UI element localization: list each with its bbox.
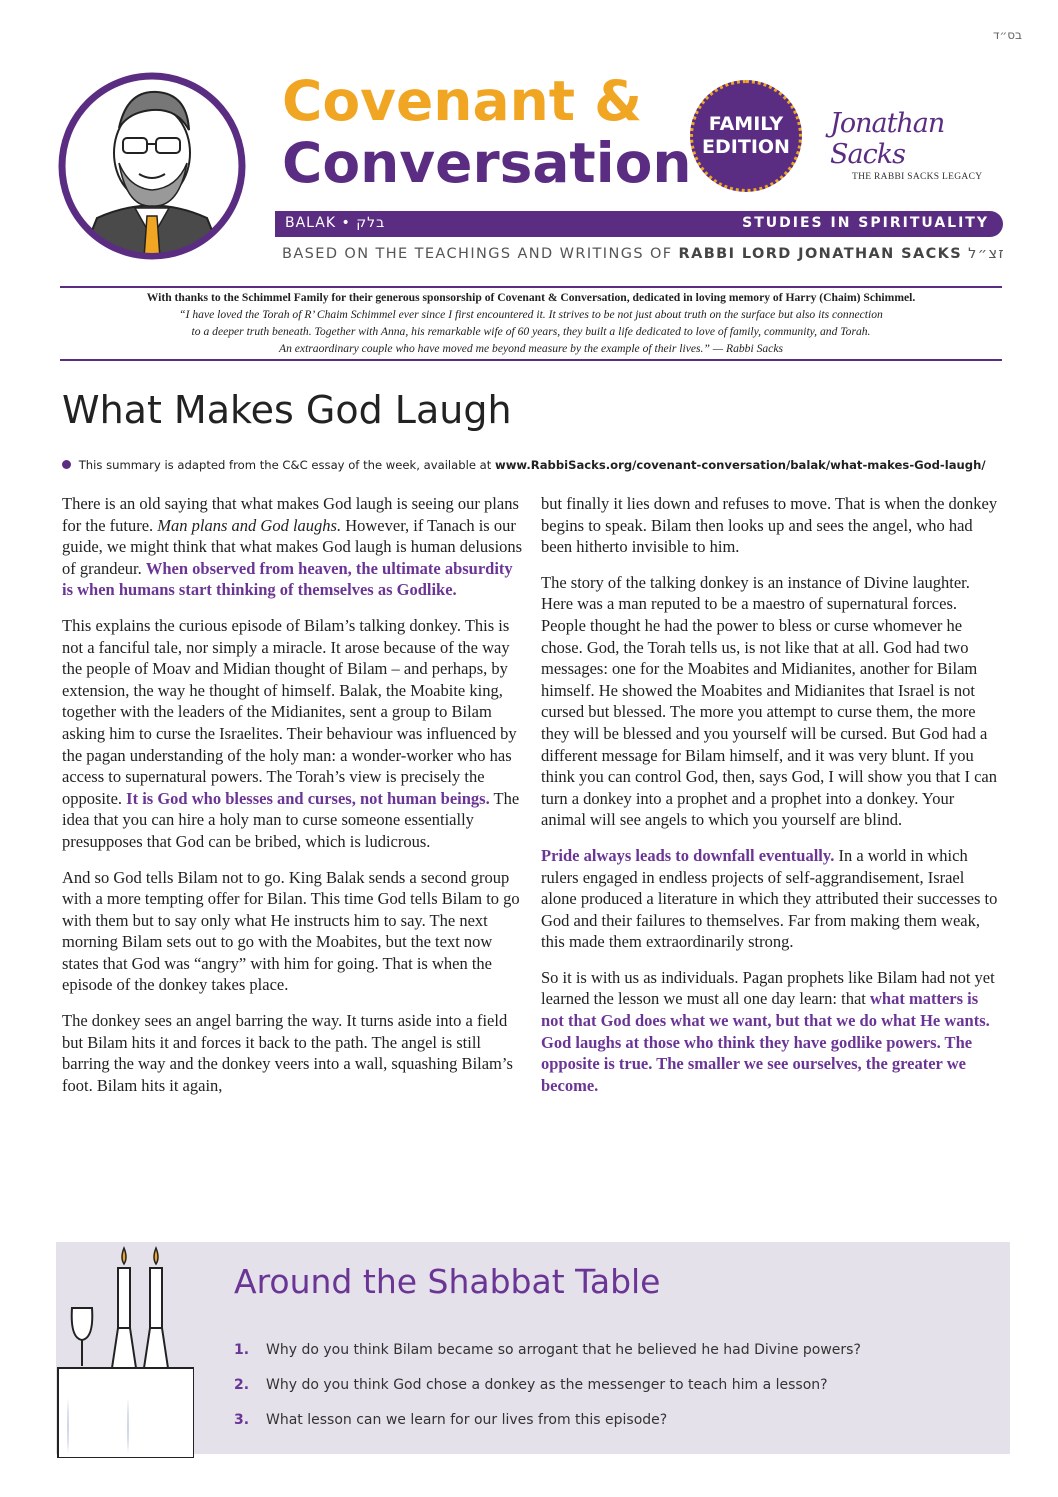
family-edition-badge <box>690 80 802 192</box>
divider-top <box>60 286 1002 288</box>
dedication-quote-line1: “I have loved the Torah of R’ Chaim Schimmel ever since I first encountered it. It strives to be not just about truth on the surface but also its connection <box>179 308 883 321</box>
article-title: What Makes God Laugh <box>62 388 512 432</box>
dedication-quote-line2: to a deeper truth beneath. Together with Anna, his remarkable wife of 60 years, they built a life dedicated to love of family, community, and Torah. <box>191 325 871 338</box>
p1-italic: Man plans and God laughs. <box>157 515 342 535</box>
dedication-quote-line3: An extraordinary couple who have moved me beyond measure by the example of their lives.” — Rabbi Sacks <box>279 342 783 355</box>
publication-title-line2: Conversation <box>282 131 692 195</box>
p2-highlight: It is God who blesses and curses, not human beings. <box>126 788 490 808</box>
rabbi-portrait-illustration <box>57 68 247 264</box>
question-item <box>234 1377 861 1412</box>
p2-text-c: The idea that you can hire a holy man to curse someone essentially presupposes that God can be bribed, which is ludicrous. <box>62 788 520 851</box>
summary-link[interactable]: www.RabbiSacks.org/covenant-conversation/balak/what-makes-God-laugh/ <box>494 458 986 472</box>
dedication-thanks: With thanks to the Schimmel Family for their generous sponsorship of Covenant & Conversation, dedicated in loving memory of Harry (Chaim) Schimmel. <box>146 291 916 304</box>
signature-text: Jonathan Sacks <box>830 108 945 170</box>
p1-text-c: However, if Tanach is our guide, we might think that what makes God laugh is human delusions of grandeur. <box>62 515 523 578</box>
shabbat-table-candles-icon <box>54 1228 194 1458</box>
question-text: What lesson can we learn for our lives from this episode? <box>266 1412 668 1428</box>
summary-note <box>62 458 986 472</box>
question-number: 2. <box>234 1377 250 1393</box>
p1-highlight: When observed from heaven, the ultimate absurdity is when humans start thinking of themselves as Godlike. <box>62 558 513 600</box>
question-list <box>234 1342 861 1447</box>
rabbi-sacks-legacy-logo <box>830 108 1000 182</box>
based-on-line <box>282 246 1005 262</box>
p8-text: So it is with us as individuals. Pagan prophets like Bilam had not yet learned the lesson we must all one day learn: that <box>541 967 995 1009</box>
paragraph-2 <box>62 615 524 853</box>
paragraph-5: but finally it lies down and refuses to move. That is when the donkey begins to speak. Bilam then looks up and sees the angel, who had been hitherto invisible to him. <box>541 494 998 557</box>
summary-text: This summary is adapted from the C&C essay of the week, available at <box>78 458 492 472</box>
shabbat-title: Around the Shabbat Table <box>234 1262 661 1301</box>
series-name: STUDIES IN SPIRITUALITY <box>742 215 989 231</box>
honorific: זצ״ל <box>968 246 1005 262</box>
article-column-right <box>541 493 1003 1110</box>
question-number: 3. <box>234 1412 250 1428</box>
bsd-mark: בס״ד <box>992 28 1022 42</box>
publication-title-line1: Covenant & <box>282 69 643 133</box>
p7-highlight: Pride always leads to downfall eventually. <box>541 845 835 865</box>
p8-highlight: what matters is not that God does what we want, but that we do what He wants. God laughs at those who think they have godlike powers. The opposite is true. The smaller we see ourselves, the greater we become. <box>541 989 990 1095</box>
based-on-text: BASED ON THE TEACHINGS AND WRITINGS OF <box>282 246 673 262</box>
question-item <box>234 1342 861 1377</box>
dedication-block <box>60 289 1002 357</box>
divider-bottom <box>60 359 1002 361</box>
question-text: Why do you think God chose a donkey as the messenger to teach him a lesson? <box>266 1377 828 1393</box>
article-column-left <box>62 493 524 1110</box>
badge-line2: EDITION <box>702 136 790 158</box>
paragraph-1 <box>62 493 524 601</box>
p2-text-a: This explains the curious episode of Bilam’s talking donkey. This is not a fanciful tale, nor simply a miracle. It arose because of the way the people of Moav and Midian thought of Bilam – and perhaps, by extension, the way he thought of himself. Balak, the Moabite king, together with the leaders of the Midianites, sent a group to Bilam asking him to curse the Israelites. Their behaviour was influenced by the pagan understanding of the holy man: a wonder-worker who has access to supernatural powers. The Torah’s view is precisely the opposite. <box>62 615 517 808</box>
p7-text: In a world in which rulers engaged in endless projects of self-aggrandisement, Israel alone produced a literature in which they attributed their successes to God and their failures to themselves. Far from making them weak, this made them extraordinarily strong. <box>541 845 998 952</box>
paragraph-3: And so God tells Bilam not to go. King Balak sends a second group with a more tempting offer for Bilan. This time God tells Bilam to go with them but to say only what He instructs him to say. The next morning Bilam sets out to go with the Moabites, but the text now states that God was “angry” with him for going. That is when the episode of the donkey takes place. <box>62 867 520 995</box>
legacy-text: THE RABBI SACKS LEGACY <box>852 172 983 182</box>
author-name: RABBI LORD JONATHAN SACKS <box>678 246 963 262</box>
question-item <box>234 1412 861 1447</box>
bullet-dot-icon <box>62 460 71 469</box>
parasha-band <box>275 211 1003 237</box>
paragraph-7 <box>541 845 1003 953</box>
paragraph-8 <box>541 967 1003 1097</box>
p1-text-a: There is an old saying that what makes God laugh is seeing our plans for the future. <box>62 494 519 535</box>
badge-line1: FAMILY <box>708 113 784 135</box>
question-text: Why do you think Bilam became so arrogant that he believed he had Divine powers? <box>266 1342 861 1358</box>
paragraph-6: The story of the talking donkey is an instance of Divine laughter. Here was a man reputed to be a maestro of supernatural forces. People thought he had the power to bless or curse whomever he chose. God, the Torah tells us, is not like that at all. God had two messages: one for the Moabites and Midianites, another for Bilam himself. He showed the Moabites and Midianites that Israel is not cursed but blessed. The more you attempt to curse them, the more they will be blessed and you yourself will be cursed. But God had a different message for Bilam himself, and it was very blunt. If you think you can control God, then, says God, I will show you that I can turn a donkey into a prophet and a prophet into a donkey. Your animal will see angels to which you yourself are blind. <box>541 572 997 830</box>
question-number: 1. <box>234 1342 250 1358</box>
shabbat-table-panel <box>56 1242 1010 1454</box>
parasha-name: BALAK • בלק <box>285 215 386 231</box>
paragraph-4: The donkey sees an angel barring the way. It turns aside into a field but Bilam hits it and forces it back to the path. The angel is still barring the way and the donkey veers into a wall, squashing Bilam’s foot. Bilam hits it again, <box>62 1011 513 1095</box>
